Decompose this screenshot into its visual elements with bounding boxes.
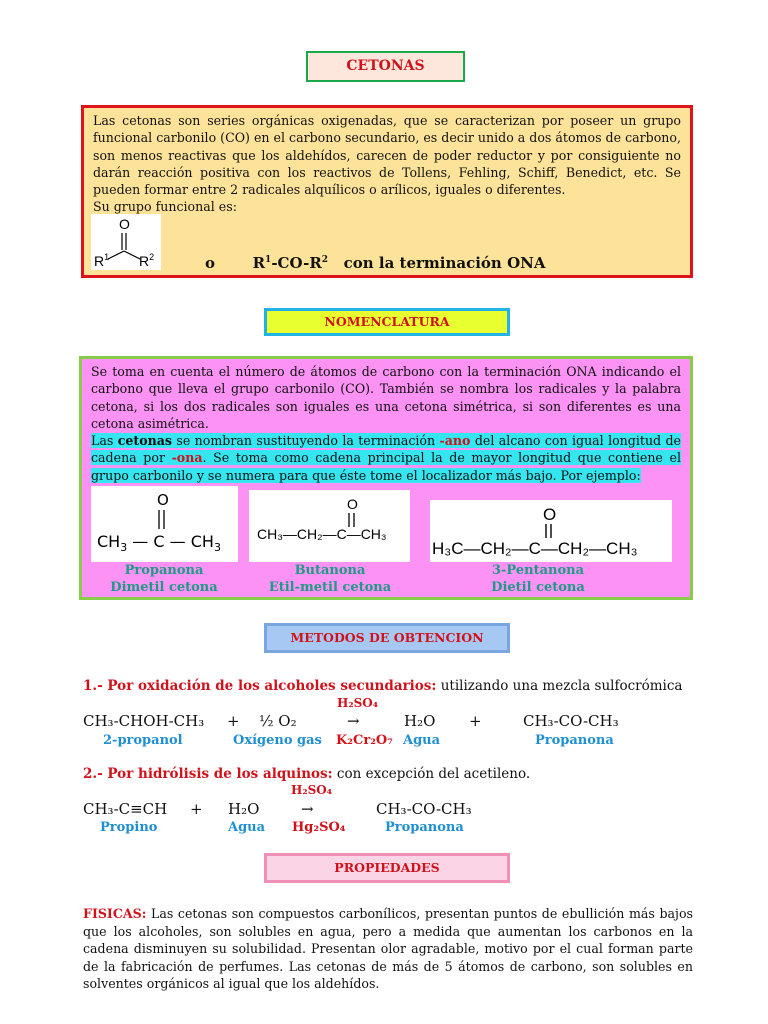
pentanona-chain: H₃C—CH₂—C—CH₂—CH₃ [432, 539, 638, 558]
label-oxigeno-gas: Oxígeno gas [233, 733, 322, 748]
fg-r2-sup: 2 [149, 252, 155, 262]
label-propino: Propino [100, 820, 158, 835]
molecule-propanona [91, 486, 238, 562]
molecule-name-1: Propanona Dimetil cetona [110, 563, 218, 595]
functional-group-svg [91, 214, 161, 270]
method2-catalyst: H₂SO₄ [291, 783, 332, 797]
reactant-propino-formula: CH₃-C≡CH [83, 800, 168, 818]
label-propanona-2: Propanona [385, 820, 464, 835]
metodos-header-text: METODOS DE OBTENCION [290, 630, 484, 645]
method1-catalyst: H₂SO₄ [337, 696, 378, 710]
molecule-name-3: 3-Pentanona Dietil cetona [491, 563, 585, 595]
plus-sign: + [469, 712, 482, 730]
plus-sign: + [227, 712, 240, 730]
fg-r1-sup: 1 [104, 252, 110, 262]
fg-oxygen: O [119, 216, 130, 232]
label-agua: Agua [403, 733, 441, 748]
molecule-name-2: Butanona Etil-metil cetona [268, 563, 392, 595]
propanona-chain: $CH_3$ — C — $CH_3$ [97, 532, 221, 554]
propanona-oxygen: O [157, 491, 169, 509]
molecule-butanona [249, 490, 410, 562]
svg-text:R1 [94, 252, 109, 269]
title-box [306, 51, 465, 82]
nomenclatura-header-text: NOMENCLATURA [324, 314, 450, 329]
method2-title-line [83, 766, 530, 782]
propiedades-header [264, 853, 510, 883]
general-formula: $R^1-CO-R^2$ [252, 254, 329, 272]
or-word: o [205, 254, 216, 272]
fisicas-label: FISICAS: [83, 906, 147, 921]
functional-group-label: Su grupo funcional es: [93, 199, 237, 215]
method1-description: utilizando una mezcla sulfocrómica [436, 678, 683, 694]
functional-group-structure [91, 214, 161, 270]
nomenclatura-header [264, 308, 510, 336]
reactant-oxygen-formula: ½ O₂ [259, 712, 297, 730]
method2-equation [83, 800, 703, 822]
reactant-2-propanol-formula: CH₃-CHOH-CH₃ [83, 712, 205, 730]
product-propanona-formula: CH₃-CO-CH₃ [523, 712, 619, 730]
reaction-arrow: → [301, 800, 314, 818]
intro-text: Las cetonas son series orgánicas oxigenadas, que se caracterizan por poseer un grupo funcional carbonilo (CO) en el carbono secundario, es decir unido a dos átomos de carbono, son menos reactivas que los aldehídos, carecen de poder reductor y por consiguiente no darán reacción positiva con los reactivos de Tollens, Fehling, Schiff, Benedict, etc. Se pueden formar entre 2 radicales alquílicos o arílicos, iguales o diferentes. [93, 113, 681, 198]
fisicas-text: Las cetonas son compuestos carbonílicos, presentan puntos de ebullición más bajos que los alcoholes, son solubles en agua, pero a medida que aumentan los carbonos en la cadena disminuyen su solubilidad. Presentan olor agradable, motivo por el cual forman parte de la fabricación de perfumes. Las cetonas de más de 5 átomos de carbono, son solubles en solventes orgánicos al igual que los aldehídos. [83, 906, 693, 991]
molecule-3-pentanona [430, 500, 672, 562]
nomenclatura-para2: Las cetonas se nombran sustituyendo la terminación -ano del alcano con igual longitud de cadena por -ona. Se toma como cadena principal la de mayor longitud que contiene el grupo carbonilo y se numera para que éste tome el localizador más bajo. Por ejemplo: [91, 433, 681, 483]
label-dichromate: K₂Cr₂O₇ [336, 733, 393, 748]
fisicas-paragraph [83, 905, 693, 993]
method1-equation [83, 712, 703, 734]
intro-formula-line [205, 254, 545, 272]
fisicas-section [83, 905, 693, 993]
butanona-chain: CH₃—CH₂—C—CH₃ [257, 526, 387, 542]
method2-description: con excepción del acetileno. [332, 766, 531, 782]
label-mercury-sulfate: Hg₂SO₄ [292, 820, 346, 835]
method1-title: 1.- Por oxidación de los alcoholes secundarios: [83, 678, 437, 694]
nomenclatura-para1: Se toma en cuenta el número de átomos de carbono con la terminación ONA indicando el carbono que lleva el grupo carbonilo (CO). También se nombra los radicales y la palabra cetona, si los dos radicales son iguales es una cetona simétrica, si son diferentes es una cetona asimétrica. [91, 364, 681, 431]
formula-ending-note: con la terminación ONA [343, 254, 546, 272]
label-2-propanol: 2-propanol [103, 733, 183, 748]
label-agua-2: Agua [228, 820, 266, 835]
svg-text:R2 [139, 252, 154, 269]
product-propanona-formula: CH₃-CO-CH₃ [376, 800, 472, 818]
reaction-arrow: → [347, 712, 360, 730]
method1-title-line [83, 678, 682, 694]
fg-r1: R [94, 253, 105, 269]
propiedades-header-text: PROPIEDADES [334, 860, 440, 875]
metodos-header [264, 623, 510, 653]
method2-title: 2.- Por hidrólisis de los alquinos: [83, 766, 333, 782]
product-water-formula: H₂O [404, 712, 436, 730]
plus-sign: + [190, 800, 203, 818]
label-propanona: Propanona [535, 733, 614, 748]
pentanona-oxygen: O [543, 505, 557, 524]
fg-r2: R [139, 253, 150, 269]
reactant-water-formula: H₂O [228, 800, 260, 818]
page-title: CETONAS [346, 58, 425, 74]
butanona-oxygen: O [347, 496, 358, 512]
intro-box [81, 105, 693, 278]
